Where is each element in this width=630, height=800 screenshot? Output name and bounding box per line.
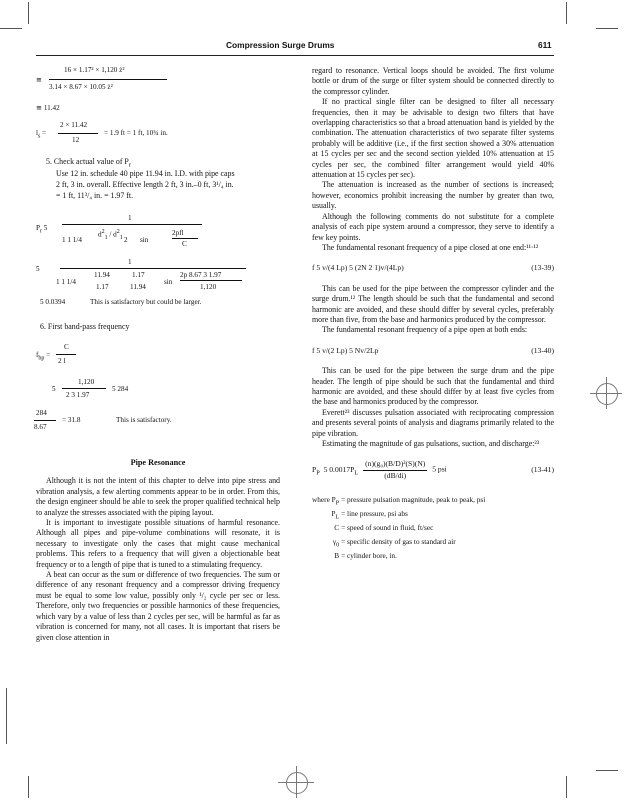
eq3-numerator: 2 × 11.42 <box>60 121 88 129</box>
eq41-lhs: $P_P$ <box>312 465 320 477</box>
where-row <box>312 523 485 537</box>
ratio-rhs: = 31.8 <box>62 416 81 424</box>
pr2-v4: 11.94 <box>130 283 146 291</box>
pr3-value: 5 0.0394 <box>40 298 66 306</box>
header-rule <box>36 55 554 56</box>
equation-13-39-number: (13-39) <box>531 263 554 273</box>
equation-13-41-body <box>312 459 447 481</box>
eq41-denominator: (dB/di) <box>384 470 407 480</box>
crop-mark <box>0 28 22 29</box>
pr-den-sin: sin <box>140 236 149 244</box>
eq41-mid: 5 $0.0017P_L$ <box>323 465 359 477</box>
left-column-prose <box>36 452 280 643</box>
right-paragraph-7: The fundamental resonant frequency of a pipe open at both ends: <box>322 325 528 335</box>
fbp2-fraction-bar <box>62 388 106 389</box>
crop-mark <box>566 2 567 24</box>
crop-mark <box>596 770 618 771</box>
equation-13-41-number: (13-41) <box>531 465 554 475</box>
step5-line3: = 1 ft, 11³/₄ in. = 1.97 ft. <box>56 191 134 200</box>
fbp-fraction-bar <box>56 354 76 355</box>
where-definitions <box>312 495 485 564</box>
running-header-title: Compression Surge Drums <box>226 40 335 50</box>
eq41-rhs: 5 psi <box>432 465 447 475</box>
eq3-fraction-bar <box>58 133 98 134</box>
crop-mark <box>596 28 618 29</box>
eq3-denominator: 12 <box>72 136 80 144</box>
registration-mark <box>606 377 607 409</box>
fbp-lhs: $f_{bp}$ = <box>36 351 51 362</box>
eq1-approx: ≅ <box>36 76 43 84</box>
registration-mark <box>296 766 297 798</box>
where-row <box>312 509 485 523</box>
eq41-numerator: (n)(g₀)(B/D)²(S)(N) <box>363 459 427 470</box>
step5-line2: 2 ft, 3 in. overall. Effective length 2 ft, 3 in.–0 ft, 3¹/₄ in. <box>56 180 234 189</box>
crop-mark <box>28 2 29 24</box>
where-row <box>312 537 485 551</box>
right-paragraph-8: This can be used for the pipe between the surge drum and the pipe header. The length of pipe should be such that the fundamental and third harmonic are avoided, and these should differ by at least five cycles from the base and harmonics produced by the compressor. <box>312 366 554 407</box>
crop-mark <box>6 688 7 744</box>
pr2-v1: 11.94 <box>94 271 110 279</box>
eq2: ≅ 11.42 <box>36 104 60 112</box>
pr2-fraction-bar <box>60 268 246 269</box>
page-number: 611 <box>538 40 552 50</box>
pr2-v2: 1.17 <box>96 283 109 291</box>
equation-13-40-number: (13-40) <box>531 345 554 355</box>
pr2-v3: 1.17 <box>132 271 145 279</box>
fbp-denominator: 2 l <box>58 357 66 365</box>
right-paragraph-10: Estimating the magnitude of gas pulsations, suction, and discharge:²³ <box>322 439 540 448</box>
fbp2-rhs: 5 284 <box>112 385 129 393</box>
left-paragraph-3: A beat can occur as the sum or difference of two frequencies. The sum or difference of any resonant frequency and a compressor driving frequency must be equal to some low value, possibly only ¹/₂ cycle per sec or less. Therefore, only two frequencies or possible harmonics of these frequencies, which vary by a value of less than 2 cycles per sec, will be harmful as far as vibration is concerned for many, not all cases. It is important that risers be given close attention in <box>36 570 280 642</box>
registration-mark <box>286 772 308 794</box>
where-row <box>312 551 485 565</box>
pr2-bot: 1,120 <box>200 283 217 291</box>
right-paragraph-6: This can be used for the pipe between the compressor cylinder and the surge drum.¹² The length should be such that the fundamental and second harmonic are avoided, and these should differ by several cycles, preferably more than five, from the base and harmonics produced by the compressor. <box>312 283 554 324</box>
pr-den-bar <box>172 238 198 239</box>
eq1-denominator: 3.14 × 8.67 × 10.05 ż² <box>49 83 113 91</box>
fbp2-eq: 5 <box>52 385 56 393</box>
right-column <box>312 66 554 565</box>
pr-den-two: 2 <box>124 236 128 244</box>
where-symbol: $\gamma_0$ <box>332 536 340 549</box>
pr2-inner-bar <box>180 280 242 281</box>
where-symbol: $P_L$ <box>331 509 340 521</box>
pr2-numerator: 1 <box>128 258 132 266</box>
right-paragraph-2: If no practical single filter can be designed to filter all necessary frequencies, then it may be advisable to design two filters that have overlapping characteristics so that a broad attenuation band is yielded by the combination. The attenuation characteristics of two separate filter systems probably will be additive (i.e., if the first section showed a 30% attenuation at 15 cycles per sec and the second section yielded 10% attenuation at 15 cycles per sec, the combined filter arrangement would yield 40% attenuation at 15 cycles per sec). <box>312 97 554 180</box>
where-symbol: B <box>334 550 340 560</box>
pr-numerator: 1 <box>128 214 132 222</box>
pr-den-d: $d^2_1 / d^2_1$ <box>98 229 123 241</box>
pr-fraction-bar <box>62 224 202 225</box>
eq1-numerator: 16 × 1.17² × 1,120 ż² <box>64 66 125 74</box>
registration-mark <box>596 383 618 405</box>
fbp2-numerator: 1,120 <box>78 378 95 386</box>
where-symbol: where $P_P$ <box>312 495 340 507</box>
right-paragraph-5: The fundamental resonant frequency of a pipe closed at one end:¹¹·¹² <box>322 242 539 252</box>
equation-13-39-body: f 5 v/(4 Lp) 5 (2N 2 1)v/(4Lp) <box>312 263 404 273</box>
ratio-fraction-bar <box>34 420 56 421</box>
ratio-denominator: 8.67 <box>34 423 47 431</box>
pr3-note: This is satisfactory but could be larger. <box>90 298 202 306</box>
where-definition: = speed of sound in fluid, ft/sec <box>341 522 434 532</box>
ratio-note: This is satisfactory. <box>116 416 172 424</box>
eq41-fraction <box>363 459 427 481</box>
fbp-numerator: C <box>64 343 69 351</box>
left-paragraph-1: Although it is not the intent of this chapter to delve into pipe stress and vibration analysis, a few alerting comments appear to be in order. From this, the design engineer should be able to seek the proper qualified technical help to analyze the stresses associated with the piping layout. <box>36 476 280 517</box>
step6-title: 6. First band-pass frequency <box>40 322 130 331</box>
crop-mark <box>28 776 29 798</box>
equation-13-39 <box>312 263 554 273</box>
pr-den-a: 1 1 1/4 <box>62 236 82 244</box>
where-definition: = specific density of gas to standard air <box>341 536 456 546</box>
pr2-sin: sin <box>164 278 173 286</box>
pr2-top: 2p 8.67 3 1.97 <box>180 271 222 279</box>
pr-den-C: C <box>182 240 187 248</box>
where-definition: = cylinder bore, in. <box>341 550 397 560</box>
equation-13-40-body: f 5 v/(2 Lp) 5 Nv/2Lp <box>312 345 379 355</box>
pr-lhs: $P_r$ 5 <box>36 224 48 235</box>
equation-13-41 <box>312 459 554 481</box>
right-paragraph-1: regard to resonance. Vertical loops should be avoided. The first volume bottle or drum of the surge or filter system should be connected directly to the compressor cylinder. <box>312 66 554 96</box>
section-title-pipe-resonance: Pipe Resonance <box>130 458 186 467</box>
where-definition: = line pressure, psi abs <box>341 509 408 519</box>
where-row <box>312 495 485 509</box>
where-definition: = pressure pulsation magnitude, peak to peak, psi <box>341 495 486 505</box>
left-paragraph-2: It is important to investigate possible situations of harmful resonance. Although all pipes and pipe-volume combinations will resonate, it is necessary to investigate only the cases that might cause mechanical problems. This refers to a frequency that will given a objectionable beat frequency or to a length of pipe that is tuned to a stimulating frequency. <box>36 518 280 569</box>
eq3-rhs: = 1.9 ft = 1 ft, 10¾ in. <box>104 129 168 137</box>
right-paragraph-3: The attenuation is increased as the number of sections is increased; however, economics prohibit increasing the number by greater than two, usually. <box>312 180 554 211</box>
eq1-fraction-bar <box>49 79 167 80</box>
fbp2-denominator: 2 3 1.97 <box>66 391 90 399</box>
pr2-den-a: 1 1 1/4 <box>56 278 76 286</box>
pr-den-2pf: 2pfl <box>172 229 184 237</box>
eq3-lhs: $l_s$ = <box>36 129 47 140</box>
right-paragraph-9: Everett²³ discusses pulsation associated with reciprocating compression and presents several points of analysis and diagrams primarily related to the pipe vibration. <box>312 407 554 438</box>
right-paragraph-4: Although the following comments do not substitute for a complete analysis of each pipe system around a compressor, they serve to identify a few key points. <box>312 211 554 242</box>
crop-mark <box>566 776 567 798</box>
equation-13-40 <box>312 346 554 356</box>
ratio-numerator: 284 <box>36 409 47 417</box>
where-symbol: C <box>334 522 340 532</box>
pr2-eq: 5 <box>36 265 40 273</box>
step5-line1: Use 12 in. schedule 40 pipe 11.94 in. I.D. with pipe caps <box>56 169 235 178</box>
step5-title: 5. Check actual value of $P_r$ <box>46 157 132 169</box>
